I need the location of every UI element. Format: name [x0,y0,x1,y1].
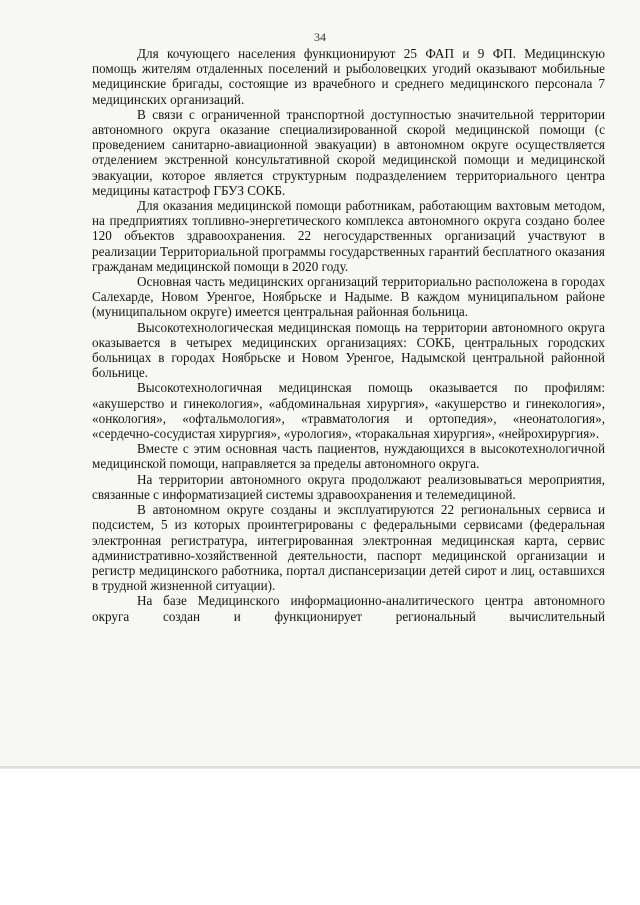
page-number: 34 [314,30,326,44]
scan-edge-divider [0,766,640,769]
paragraph: Вместе с этим основная часть пациентов, нуждающихся в высокотехнологичной медицинской помощи, направляется за пределы автономного округа. [92,441,605,472]
document-body [92,46,605,624]
paragraph: Высокотехнологичная медицинская помощь оказывается по профилям: «акушерство и гинекология», «абдоминальная хирургия», «акушерство и гинекология», «онкология», «офтальмология», «травматология и ортопедия», «неонатология», «сердечно-сосудистая хирургия», «урология», «торакальная хирургия», «нейрохирургия». [92,380,605,442]
paragraph: Основная часть медицинских организаций территориально расположена в городах Салехарде, Новом Уренгое, Ноябрьске и Надыме. В каждом муниципальном районе (муниципальном округе) имеется центральная районная больница. [92,274,605,320]
paragraph: На базе Медицинского информационно-аналитического центра автономного округа создан и функционирует региональный вычислительный [92,593,605,624]
paragraph: Для оказания медицинской помощи работникам, работающим вахтовым методом, на предприятиях топливно-энергетического комплекса автономного округа создано более 120 объектов здравоохранения. 22 негосударственных организаций участвуют в реализации Территориальной программы государственных гарантий бесплатного оказания гражданам медицинской помощи в 2020 году. [92,198,605,274]
paragraph: Для кочующего населения функционируют 25 ФАП и 9 ФП. Медицинскую помощь жителям отдаленных поселений и рыболовецких угодий оказывают мобильные медицинские бригады, состоящие из врачебного и среднего медицинского персонала 7 медицинских организаций. [92,46,605,107]
paragraph: В связи с ограниченной транспортной доступностью значительной территории автономного округа оказание специализированной скорой медицинской помощи (с проведением санитарно-авиационной эвакуации) в автономном округе осуществляется отделением экстренной консультативной скорой медицинской помощи и медицинской эвакуации, которое является структурным подразделением территориального центра медицины катастроф ГБУЗ СОКБ. [92,106,605,198]
paragraph: В автономном округе созданы и эксплуатируются 22 региональных сервиса и подсистем, 5 из которых проинтегрированы с федеральными сервисами (федеральная электронная регистратура, интегрированная электронная медицинская карта, сервис административно-хозяйственной деятельности, паспорт медицинской организации и регистр медицинского работника, портал диспансеризации детей сирот и лиц, оставшихся в трудной жизненной ситуации). [92,502,605,594]
paragraph: На территории автономного округа продолжают реализовываться мероприятия, связанные с информатизацией системы здравоохранения и телемедициной. [92,471,605,502]
paragraph: Высокотехнологическая медицинская помощь на территории автономного округа оказывается в четырех медицинских организациях: СОКБ, центральных городских больницах в городах Ноябрьске и Новом Уренгое, Надымской центральной районной больнице. [92,319,605,381]
